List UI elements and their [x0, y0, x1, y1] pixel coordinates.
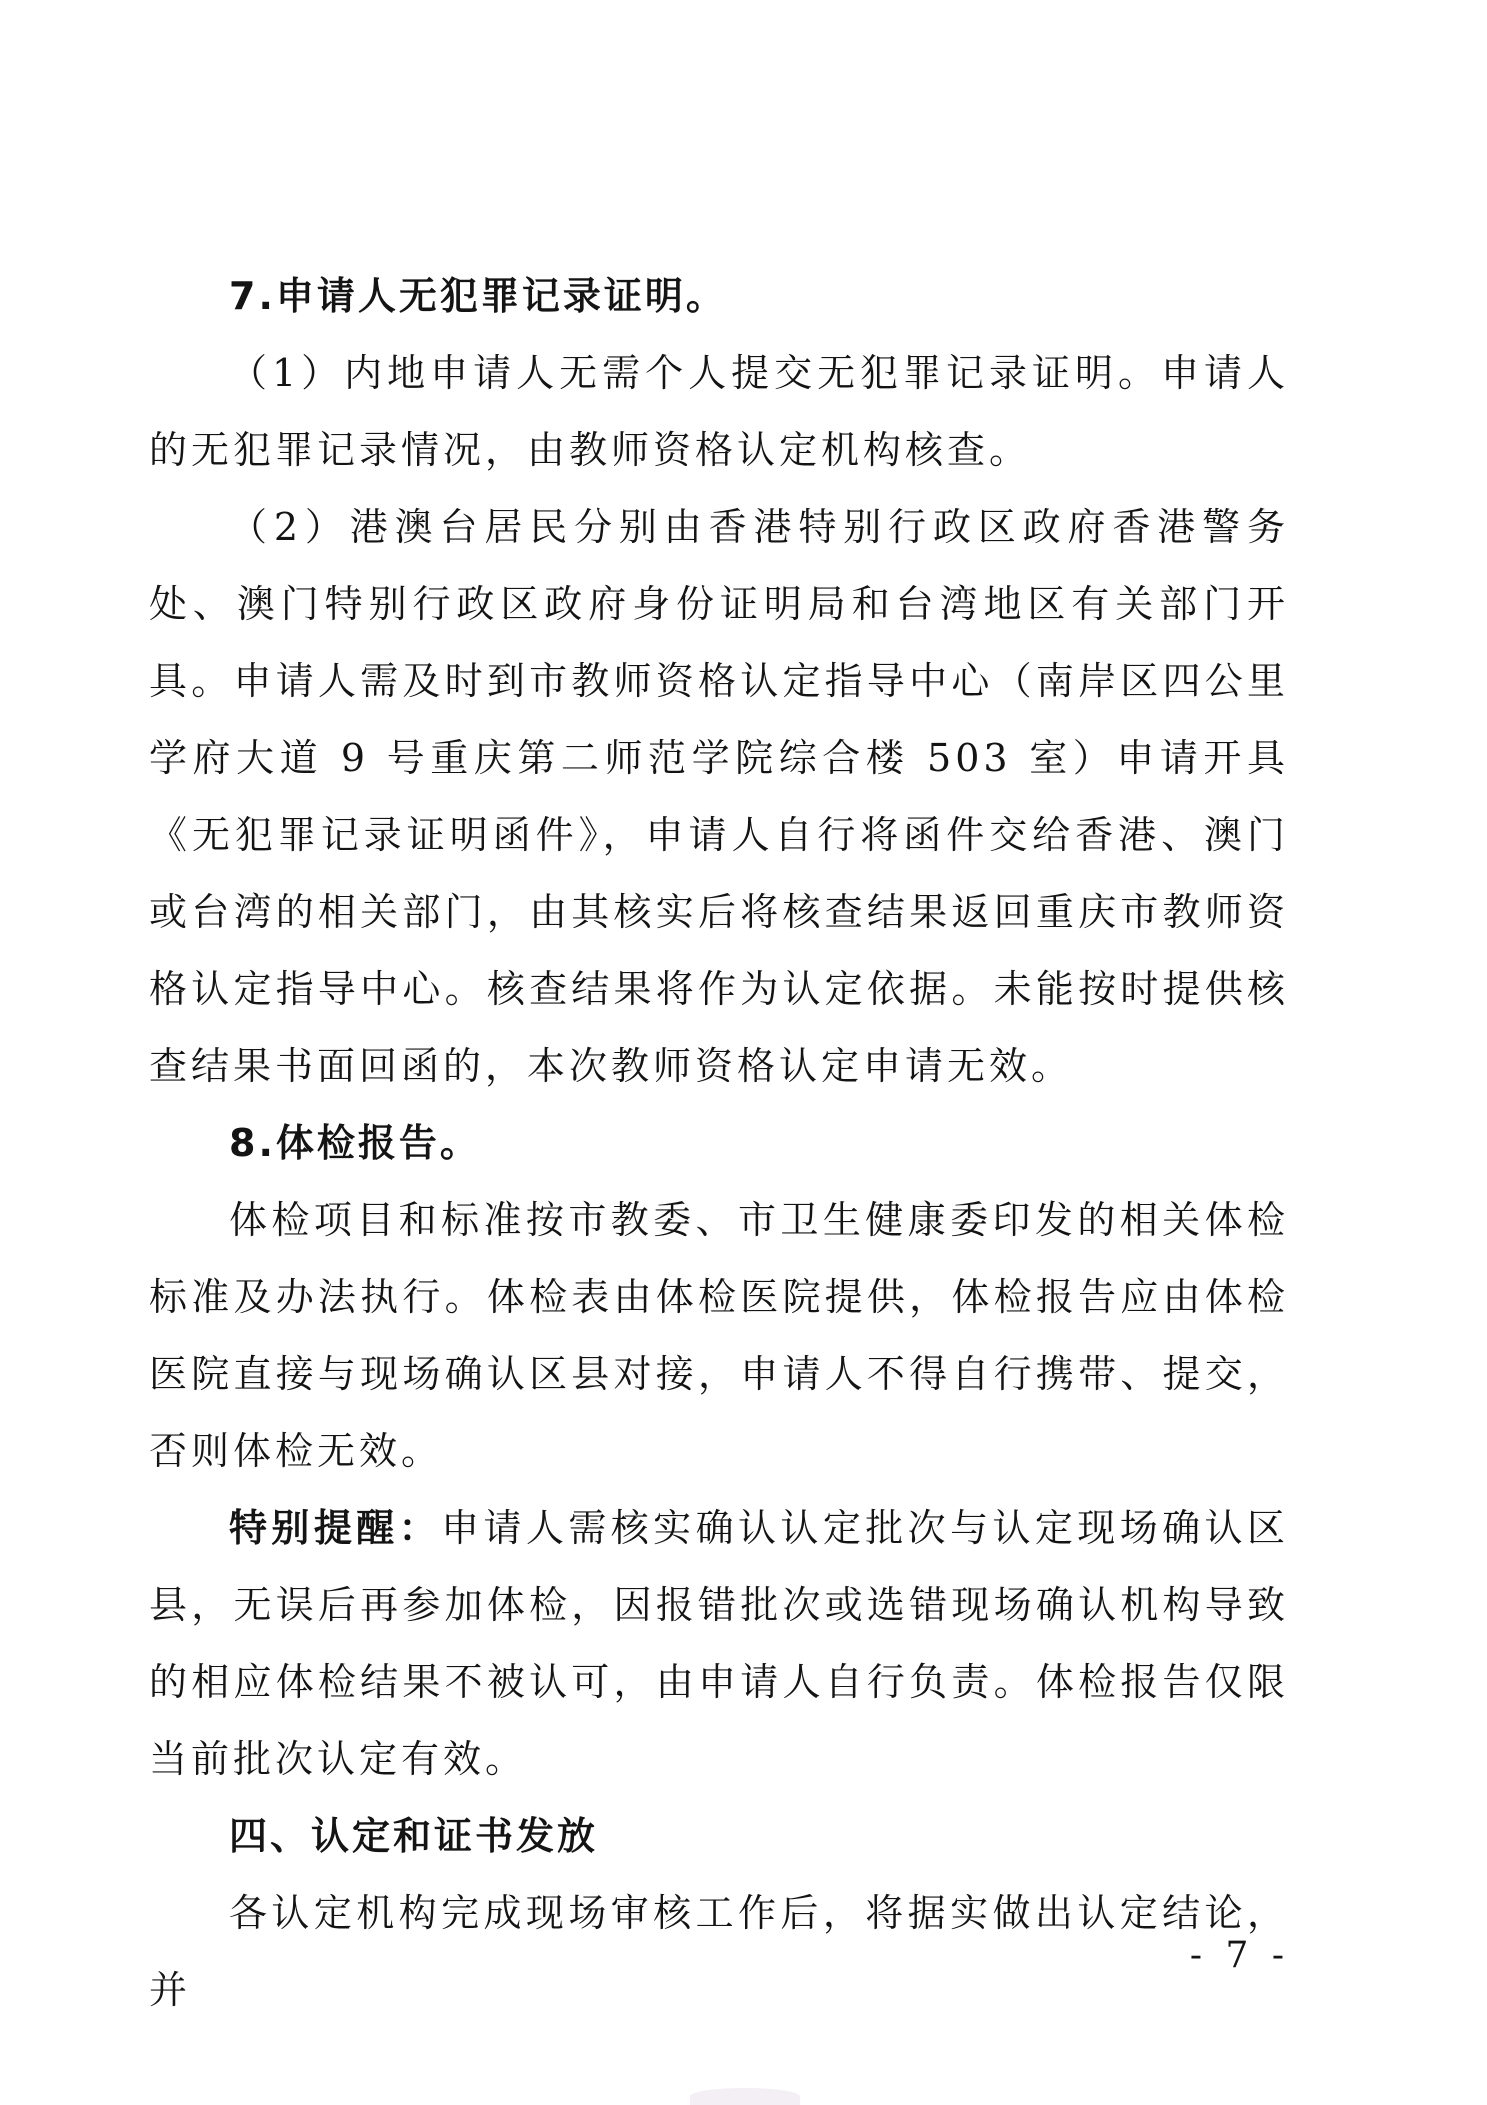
page-number: - 7 - — [1189, 1935, 1290, 1976]
special-reminder-body: 申请人需核实确认认定批次与认定现场确认区县，无误后再参加体检，因报错批次或选错现场确认机构导致的相应体检结果不被认可，由申请人自行负责。体检报告仅限当前批次认定有效。 — [149, 1506, 1289, 1781]
special-reminder-paragraph — [149, 1490, 1289, 1798]
section-7-heading: 7.申请人无犯罪记录证明。 — [229, 274, 727, 318]
special-reminder-label: 特别提醒： — [229, 1506, 442, 1550]
section-7-item-2: （2）港澳台居民分别由香港特别行政区政府香港警务处、澳门特别行政区政府身份证明局和台湾地区有关部门开具。申请人需及时到市教师资格认定指导中心（南岸区四公里学府大道 9 号重庆第二师范学院综合楼 503 室）申请开具《无犯罪记录证明函件》，申请人自行将函件交给香港、澳门或台湾的相关部门，由其核实后将核查结果返回重庆市教师资格认定指导中心。核查结果将作为认定依据。未能按时提供核查结果书面回函的，本次教师资格认定申请无效。 — [149, 505, 1289, 1088]
section-8-heading: 8.体检报告。 — [229, 1121, 481, 1165]
document-body — [149, 258, 1289, 2029]
section-4-body: 各认定机构完成现场审核工作后，将据实做出认定结论，并 — [149, 1891, 1289, 2012]
scan-stamp-mark — [690, 2088, 800, 2105]
section-8-body: 体检项目和标准按市教委、市卫生健康委印发的相关体检标准及办法执行。体检表由体检医院提供，体检报告应由体检医院直接与现场确认区县对接，申请人不得自行携带、提交，否则体检无效。 — [149, 1198, 1289, 1473]
section-7-item-1: （1）内地申请人无需个人提交无犯罪记录证明。申请人的无犯罪记录情况，由教师资格认定机构核查。 — [149, 351, 1289, 472]
section-4-heading: 四、认定和证书发放 — [229, 1814, 599, 1858]
